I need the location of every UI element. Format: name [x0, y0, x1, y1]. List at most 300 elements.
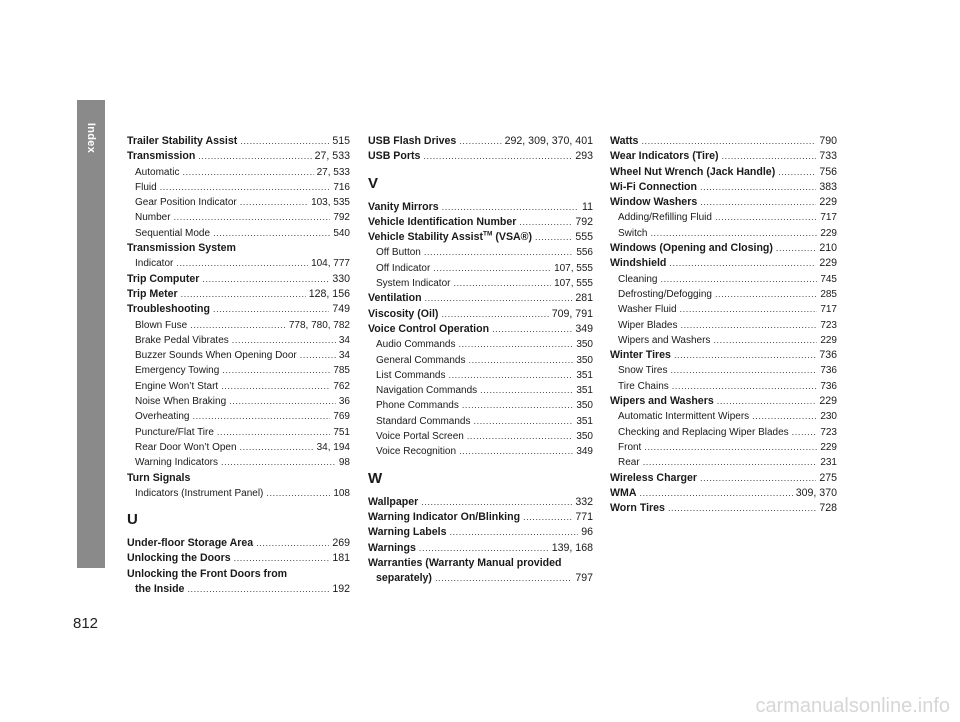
index-subentry	[368, 429, 593, 444]
dot-leader	[680, 302, 818, 317]
index-subentry	[368, 337, 593, 352]
watermark: carmanualsonline.info	[755, 695, 950, 717]
entry-term	[135, 226, 210, 241]
index-entry	[368, 230, 593, 245]
entry-term-text: Automatic Intermittent Wipers	[618, 411, 750, 423]
dot-leader	[433, 261, 551, 276]
dot-leader	[459, 444, 573, 459]
dot-leader	[421, 495, 572, 510]
dot-leader	[419, 541, 549, 556]
index-subentry	[127, 409, 350, 424]
dot-leader	[221, 455, 336, 470]
page-reference: 797	[575, 572, 593, 585]
index-entry	[368, 307, 593, 322]
entry-term-text: Washer Fluid	[618, 304, 677, 316]
index-subentry	[127, 394, 350, 409]
page-reference: 309, 370	[795, 486, 837, 499]
entry-term-text: Window Washers	[610, 196, 698, 209]
page-reference: 229	[820, 441, 837, 453]
page-reference: 128, 156	[308, 287, 350, 300]
entry-term	[127, 536, 253, 551]
entry-term	[127, 272, 199, 287]
page-reference: 27, 533	[316, 166, 350, 178]
trademark-superscript: TM	[483, 230, 493, 238]
index-entry	[610, 134, 837, 149]
page-reference: 515	[332, 135, 350, 147]
entry-term	[610, 348, 671, 363]
entry-term-text: Trip Computer	[127, 272, 200, 285]
entry-term-text: Transmission	[127, 150, 196, 163]
entry-term	[127, 149, 195, 164]
entry-term	[618, 302, 677, 317]
entry-term	[618, 363, 667, 378]
index-subentry	[368, 245, 593, 260]
index-subentry	[368, 261, 593, 276]
page-reference: 210	[819, 242, 837, 255]
entry-term-text: Wipers and Washers	[610, 395, 714, 408]
entry-term-text: Ventilation	[368, 292, 422, 305]
index-column-3	[610, 134, 837, 516]
page-reference: 736	[820, 380, 837, 392]
entry-term	[368, 134, 456, 149]
page-reference: 108	[333, 487, 350, 499]
index-subentry	[127, 226, 350, 241]
entry-term	[610, 471, 697, 486]
dot-leader	[424, 245, 573, 260]
dot-leader	[480, 383, 573, 398]
index-entry	[610, 501, 837, 516]
dot-leader	[190, 318, 286, 333]
dot-leader	[668, 501, 816, 516]
entry-term-text: Wipers and Washers	[618, 334, 711, 346]
index-subentry	[127, 333, 350, 348]
dot-leader	[535, 230, 572, 245]
index-subentry	[127, 180, 350, 195]
dot-leader	[256, 536, 329, 551]
index-entry	[127, 536, 350, 551]
page-reference: 350	[576, 400, 593, 412]
entry-term	[368, 307, 438, 322]
index-subentry	[610, 210, 837, 225]
index-subentry	[368, 444, 593, 459]
entry-term	[127, 302, 210, 317]
entry-term	[135, 455, 218, 470]
entry-term-text: Rear Door Won’t Open	[135, 441, 237, 453]
dot-leader	[700, 471, 816, 486]
dot-leader	[717, 394, 817, 409]
page-reference: 293	[575, 150, 593, 163]
entry-term	[135, 363, 219, 378]
index-subentry	[127, 165, 350, 180]
page-reference: 349	[576, 446, 593, 458]
entry-term-text: Navigation Commands	[376, 385, 478, 397]
index-entry	[610, 256, 837, 271]
entry-term-text: Under-floor Storage Area	[127, 537, 254, 550]
entry-term-text: Brake Pedal Vibrates	[135, 334, 229, 346]
entry-term-text: Indicator	[135, 258, 174, 270]
index-subentry	[610, 226, 837, 241]
entry-term	[135, 440, 237, 455]
dot-leader	[700, 195, 816, 210]
dot-leader	[182, 165, 313, 180]
page-reference: 292, 309, 370, 401	[504, 135, 593, 147]
page-reference: 98	[338, 457, 350, 469]
entry-term-text: Wi-Fi Connection	[610, 180, 697, 193]
entry-term	[618, 455, 640, 470]
entry-term	[368, 510, 520, 525]
index-subentry	[368, 383, 593, 398]
index-subentry	[610, 409, 837, 424]
page-reference: 350	[576, 431, 593, 443]
dot-leader	[266, 486, 330, 501]
index-subentry	[368, 414, 593, 429]
index-subentry	[127, 195, 350, 210]
entry-term-text: Defrosting/Defogging	[618, 288, 712, 300]
index-entry	[127, 272, 350, 287]
dot-leader	[240, 195, 308, 210]
page-reference: 749	[332, 303, 350, 316]
page-reference: 104, 777	[311, 258, 350, 270]
dot-leader	[459, 134, 501, 149]
page-reference: 330	[332, 272, 350, 285]
index-subentry	[610, 363, 837, 378]
dot-leader	[198, 149, 311, 164]
entry-term-text: System Indicator	[376, 278, 451, 290]
index-entry	[610, 195, 837, 210]
page-reference: 27, 533	[314, 150, 350, 163]
page-reference: 717	[820, 212, 837, 224]
entry-term-text: Warning Labels	[368, 526, 447, 539]
page-reference: 229	[819, 395, 837, 408]
dot-leader	[221, 379, 330, 394]
entry-term-text: Checking and Replacing Wiper Blades	[618, 426, 789, 438]
index-column-2	[368, 134, 593, 586]
page-reference: 11	[582, 200, 593, 213]
dot-leader	[474, 414, 574, 429]
dot-leader	[641, 134, 816, 149]
page-reference: 350	[576, 354, 593, 366]
page-reference: 728	[819, 502, 837, 515]
entry-term-text: Noise When Braking	[135, 396, 227, 408]
index-entry	[368, 134, 593, 149]
entry-term	[127, 287, 178, 302]
entry-term-text: Audio Commands	[376, 339, 456, 351]
dot-leader	[174, 210, 331, 225]
entry-term	[618, 210, 712, 225]
entry-term-text: Voice Portal Screen	[376, 431, 464, 443]
page-reference: 34	[338, 334, 350, 346]
dot-leader	[187, 582, 329, 597]
entry-term-text: Front	[618, 441, 642, 453]
entry-term-text: Winter Tires	[610, 349, 671, 362]
entry-term	[135, 333, 229, 348]
entry-term-text: Vanity Mirrors	[368, 200, 439, 213]
dot-leader	[425, 291, 573, 306]
page-reference: 107, 555	[554, 278, 593, 290]
dot-leader	[176, 256, 308, 271]
entry-term-text: Phone Commands	[376, 400, 459, 412]
entry-term	[618, 379, 669, 394]
page-reference: 285	[820, 288, 837, 300]
dot-leader	[644, 440, 817, 455]
index-subentry	[610, 455, 837, 470]
index-heading: Unlocking the Front Doors from	[127, 567, 288, 580]
dot-leader	[202, 272, 329, 287]
section-letter: W	[368, 469, 383, 487]
entry-term-text: Indicators (Instrument Panel)	[135, 487, 264, 499]
page-reference: 785	[333, 365, 350, 377]
index-entry	[610, 394, 837, 409]
index-subentry	[610, 379, 837, 394]
entry-term-text: Wallpaper	[368, 495, 419, 508]
entry-term-text: Watts	[610, 135, 639, 147]
page-reference: 349	[575, 322, 593, 335]
index-entry	[368, 322, 593, 337]
entry-term	[135, 180, 157, 195]
dot-leader	[240, 440, 314, 455]
entry-term	[610, 394, 714, 409]
entry-term	[368, 149, 420, 164]
entry-term	[376, 429, 464, 444]
dot-leader	[442, 200, 579, 215]
index-entry	[127, 551, 350, 566]
dot-leader	[792, 425, 818, 440]
entry-term-text: Wiper Blades	[618, 319, 678, 331]
entry-term	[376, 444, 456, 459]
entry-term-text: Unlocking the Doors	[127, 552, 231, 565]
entry-term	[610, 134, 638, 149]
entry-term	[618, 272, 657, 287]
page-reference: 771	[575, 510, 593, 523]
entry-term	[376, 337, 455, 352]
page-reference: 733	[819, 150, 837, 163]
entry-term	[610, 195, 697, 210]
dot-leader	[448, 368, 573, 383]
index-subentry	[127, 425, 350, 440]
dot-leader	[722, 149, 817, 164]
entry-term	[135, 210, 171, 225]
entry-term-text: Warnings	[368, 541, 416, 554]
dot-leader	[213, 226, 330, 241]
dot-leader	[523, 510, 572, 525]
index-entry	[610, 165, 837, 180]
index-subentry	[610, 440, 837, 455]
entry-term	[135, 195, 237, 210]
entry-term-text: Cleaning	[618, 273, 658, 285]
index-subentry	[127, 210, 350, 225]
index-subentry	[127, 363, 350, 378]
index-subentry	[610, 302, 837, 317]
page-reference: 34, 194	[316, 441, 350, 453]
index-entry	[368, 571, 593, 586]
dot-leader	[160, 180, 331, 195]
index-subentry	[610, 287, 837, 302]
entry-term	[618, 226, 647, 241]
entry-term	[376, 571, 432, 586]
dot-leader	[192, 409, 330, 424]
entry-term-text: List Commands	[376, 369, 446, 381]
entry-term	[618, 287, 712, 302]
index-subentry	[127, 455, 350, 470]
dot-leader	[713, 333, 817, 348]
index-heading: Transmission System	[127, 242, 236, 255]
page-reference: 540	[333, 227, 350, 239]
entry-term-text: Engine Won’t Start	[135, 380, 219, 392]
page-reference: 383	[819, 180, 837, 193]
entry-term-text: Puncture/Flat Tire	[135, 426, 214, 438]
entry-term	[376, 276, 450, 291]
entry-term	[368, 322, 489, 337]
entry-term	[135, 582, 184, 597]
index-entry	[610, 149, 837, 164]
page-reference: 745	[820, 273, 837, 285]
entry-term	[376, 353, 465, 368]
entry-term	[368, 525, 446, 540]
entry-term-text: Switch	[618, 227, 648, 239]
dot-leader	[715, 210, 817, 225]
page-reference: 103, 535	[311, 197, 350, 209]
entry-term-text: USB Flash Drives	[368, 135, 457, 147]
entry-term-text: Trailer Stability Assist	[127, 135, 238, 147]
page-reference: 736	[819, 349, 837, 362]
page-reference: 229	[820, 227, 837, 239]
dot-leader	[519, 215, 572, 230]
entry-term	[368, 291, 422, 306]
index-subentry	[368, 368, 593, 383]
dot-leader	[453, 276, 551, 291]
index-heading: Warranties (Warranty Manual provided	[368, 556, 562, 569]
index-subentry	[368, 353, 593, 368]
entry-term-text: Worn Tires	[610, 502, 665, 515]
index-side-tab	[77, 100, 105, 568]
dot-leader	[462, 398, 573, 413]
entry-term	[610, 149, 719, 164]
index-entry	[127, 287, 350, 302]
entry-term-text: USB Ports	[368, 150, 421, 163]
index-subentry	[610, 333, 837, 348]
entry-term	[368, 495, 418, 510]
index-subentry	[127, 348, 350, 363]
index-entry	[368, 291, 593, 306]
dot-leader	[672, 379, 818, 394]
entry-term-text: Wheel Nut Wrench (Jack Handle)	[610, 165, 776, 178]
entry-term-text: Voice Recognition	[376, 446, 457, 458]
entry-term-text: the Inside	[135, 583, 185, 596]
dot-leader	[669, 256, 816, 271]
index-column-1	[127, 134, 350, 597]
dot-leader	[680, 318, 817, 333]
page-number: 812	[73, 615, 99, 632]
section-letter: U	[127, 511, 138, 529]
page-reference: 34	[338, 350, 350, 362]
page-reference: 36	[338, 396, 350, 408]
index-subentry	[127, 440, 350, 455]
entry-term	[127, 134, 237, 149]
page-reference: 716	[333, 181, 350, 193]
entry-term-text: Emergency Towing	[135, 365, 220, 377]
page-reference: 229	[819, 257, 837, 270]
entry-term	[610, 501, 665, 516]
dot-leader	[217, 425, 330, 440]
index-subentry	[127, 379, 350, 394]
dot-leader	[449, 525, 578, 540]
entry-term	[135, 165, 179, 180]
dot-leader	[234, 551, 330, 566]
dot-leader	[660, 272, 817, 287]
entry-term	[618, 425, 789, 440]
entry-term	[368, 215, 516, 230]
entry-term	[135, 394, 226, 409]
entry-term	[376, 261, 430, 276]
page-reference: 192	[332, 583, 350, 596]
page-reference: 792	[333, 212, 350, 224]
index-entry	[127, 134, 350, 149]
page-reference: 723	[820, 319, 837, 331]
entry-term-text: Wireless Charger	[610, 471, 698, 484]
index-entry	[610, 241, 837, 256]
entry-term	[610, 165, 775, 180]
entry-term	[135, 379, 218, 394]
page-reference: 181	[332, 552, 350, 565]
index-subentry	[368, 398, 593, 413]
index-entry	[610, 348, 837, 363]
entry-term-text: WMA	[610, 486, 637, 499]
index-entry	[368, 510, 593, 525]
page-reference: 769	[333, 411, 350, 423]
entry-term-text: Vehicle Stability Assist	[368, 231, 484, 244]
dot-leader	[752, 409, 817, 424]
entry-term	[376, 245, 421, 260]
page-reference: 792	[575, 215, 593, 228]
dot-leader	[674, 348, 816, 363]
index-subentry	[610, 272, 837, 287]
page-reference: 332	[575, 495, 593, 508]
entry-term-text: Adding/Refilling Fluid	[618, 212, 712, 224]
entry-term	[135, 409, 189, 424]
dot-leader	[467, 429, 573, 444]
index-entry	[127, 582, 350, 597]
entry-term-text: Windshield	[610, 257, 667, 270]
page-reference: 139, 168	[551, 541, 593, 554]
entry-term-text: Buzzer Sounds When Opening Door	[135, 350, 297, 362]
page-reference: 351	[576, 415, 593, 427]
entry-term-text: Overheating	[135, 411, 190, 423]
entry-term	[618, 333, 710, 348]
page-reference: 275	[819, 471, 837, 484]
entry-term	[610, 486, 636, 501]
entry-term-text: Automatic	[135, 166, 180, 178]
index-entry	[368, 200, 593, 215]
page-reference: 709, 791	[551, 307, 593, 320]
dot-leader	[300, 348, 336, 363]
entry-term-text: General Commands	[376, 354, 466, 366]
dot-leader	[700, 180, 816, 195]
dot-leader	[778, 165, 816, 180]
page-reference: 107, 555	[554, 262, 593, 274]
page-reference: 790	[819, 135, 837, 147]
index-heading: Turn Signals	[127, 471, 191, 484]
entry-term	[135, 486, 263, 501]
entry-term-text: Rear	[618, 457, 640, 469]
entry-term-text: Snow Tires	[618, 365, 668, 377]
page-reference: 230	[820, 411, 837, 423]
dot-leader	[423, 149, 572, 164]
page-reference: 751	[333, 426, 350, 438]
entry-term-text: Tire Chains	[618, 380, 669, 392]
page-reference: 555	[575, 231, 593, 244]
entry-term-text: Troubleshooting	[127, 303, 210, 316]
page-reference: 281	[575, 292, 593, 305]
